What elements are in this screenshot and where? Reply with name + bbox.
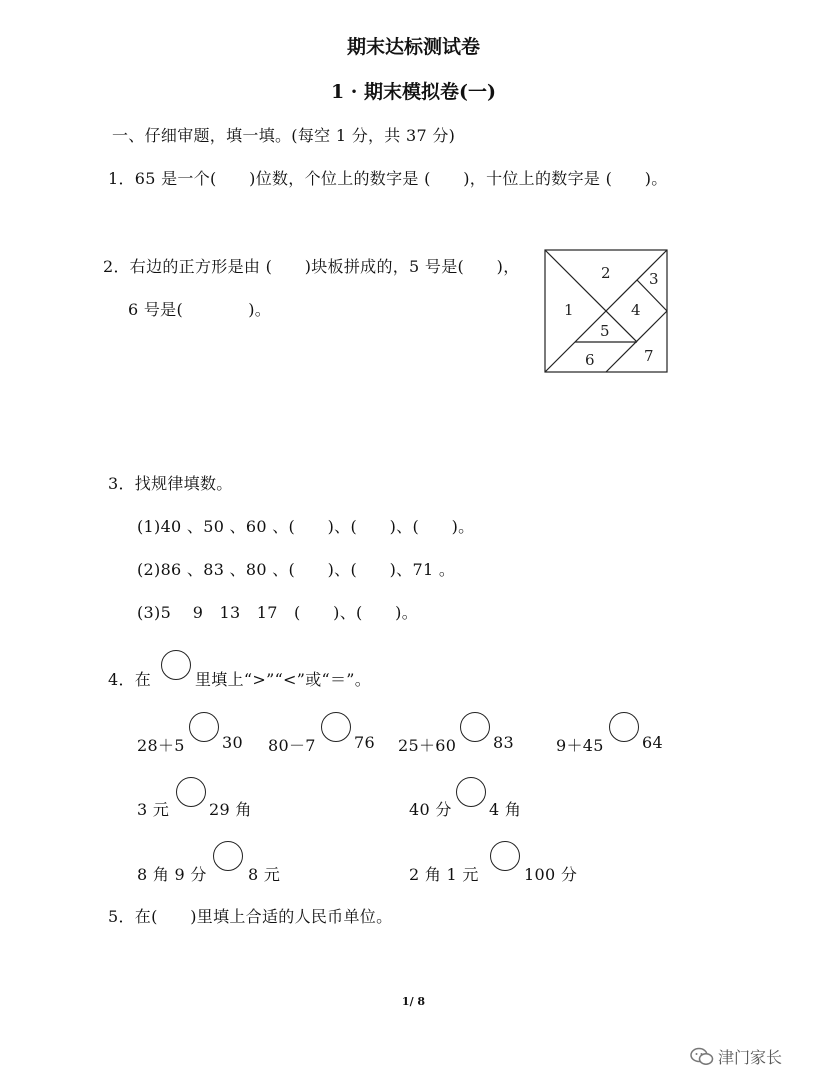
compare-left: 3 元 — [137, 800, 170, 819]
compare-left: 40 分 — [409, 800, 452, 819]
tangram-label-7: 7 — [644, 347, 654, 365]
compare-circle[interactable] — [189, 712, 219, 742]
tangram-label-2: 2 — [601, 264, 611, 282]
tangram-line — [545, 250, 637, 342]
tangram-label-4: 4 — [631, 301, 641, 319]
question-3-row-1: (1)40 、50 、60 、( )、( )、( )。 — [137, 517, 475, 536]
question-2-line2: 6 号是( )。 — [128, 300, 272, 319]
compare-right: 29 角 — [209, 800, 252, 819]
compare-right: 4 角 — [489, 800, 522, 819]
tangram-label-1: 1 — [564, 301, 574, 319]
question-2-line1: 2．右边的正方形是由 ( )块板拼成的，5 号是( )， — [103, 257, 520, 276]
watermark — [690, 1045, 782, 1068]
question-4-instruction: 里填上“>”“<”或“＝”。 — [195, 670, 372, 689]
compare-left: 8 角 9 分 — [137, 865, 207, 884]
watermark-text: 津门家长 — [718, 1048, 783, 1067]
compare-circle[interactable] — [456, 777, 486, 807]
question-3-title: 3．找规律填数。 — [108, 474, 233, 493]
compare-circle[interactable] — [321, 712, 351, 742]
question-5: 5．在( )里填上合适的人民币单位。 — [108, 907, 393, 926]
question-1: 1．65 是一个( )位数，个位上的数字是 ( )，十位上的数字是 ( )。 — [108, 169, 668, 188]
compare-right: 76 — [354, 733, 375, 752]
compare-circle[interactable] — [176, 777, 206, 807]
compare-right: 30 — [222, 733, 243, 752]
compare-circle[interactable] — [460, 712, 490, 742]
compare-right: 64 — [642, 733, 663, 752]
page-subtitle: 1 · 期末模拟卷(一) — [330, 81, 497, 103]
compare-left: 28＋5 — [137, 736, 185, 755]
compare-circle[interactable] — [490, 841, 520, 871]
compare-left: 80－7 — [268, 736, 316, 755]
section-heading: 一、仔细审题，填一填。(每空 1 分，共 37 分) — [112, 126, 456, 145]
question-4-prefix: 4．在 — [108, 670, 152, 689]
tangram-label-5: 5 — [600, 322, 610, 340]
compare-right: 100 分 — [524, 865, 578, 884]
question-3-row-2: (2)86 、83 、80 、( )、( )、71 。 — [137, 560, 456, 579]
tangram-label-6: 6 — [585, 351, 595, 369]
compare-left: 9＋45 — [556, 736, 604, 755]
compare-circle[interactable] — [213, 841, 243, 871]
compare-left: 2 角 1 元 — [409, 865, 479, 884]
compare-right: 83 — [493, 733, 514, 752]
compare-right: 8 元 — [248, 865, 281, 884]
compare-circle[interactable] — [609, 712, 639, 742]
page-title: 期末达标测试卷 — [346, 36, 480, 58]
answer-circle-example — [161, 650, 191, 680]
page-number: 1/ 8 — [401, 995, 426, 1008]
tangram-label-3: 3 — [649, 270, 659, 288]
question-3-row-3: (3)5 9 13 17 ( )、( )。 — [137, 603, 418, 622]
compare-left: 25＋60 — [398, 736, 457, 755]
tangram-figure — [544, 249, 668, 373]
wechat-icon — [690, 1047, 714, 1067]
